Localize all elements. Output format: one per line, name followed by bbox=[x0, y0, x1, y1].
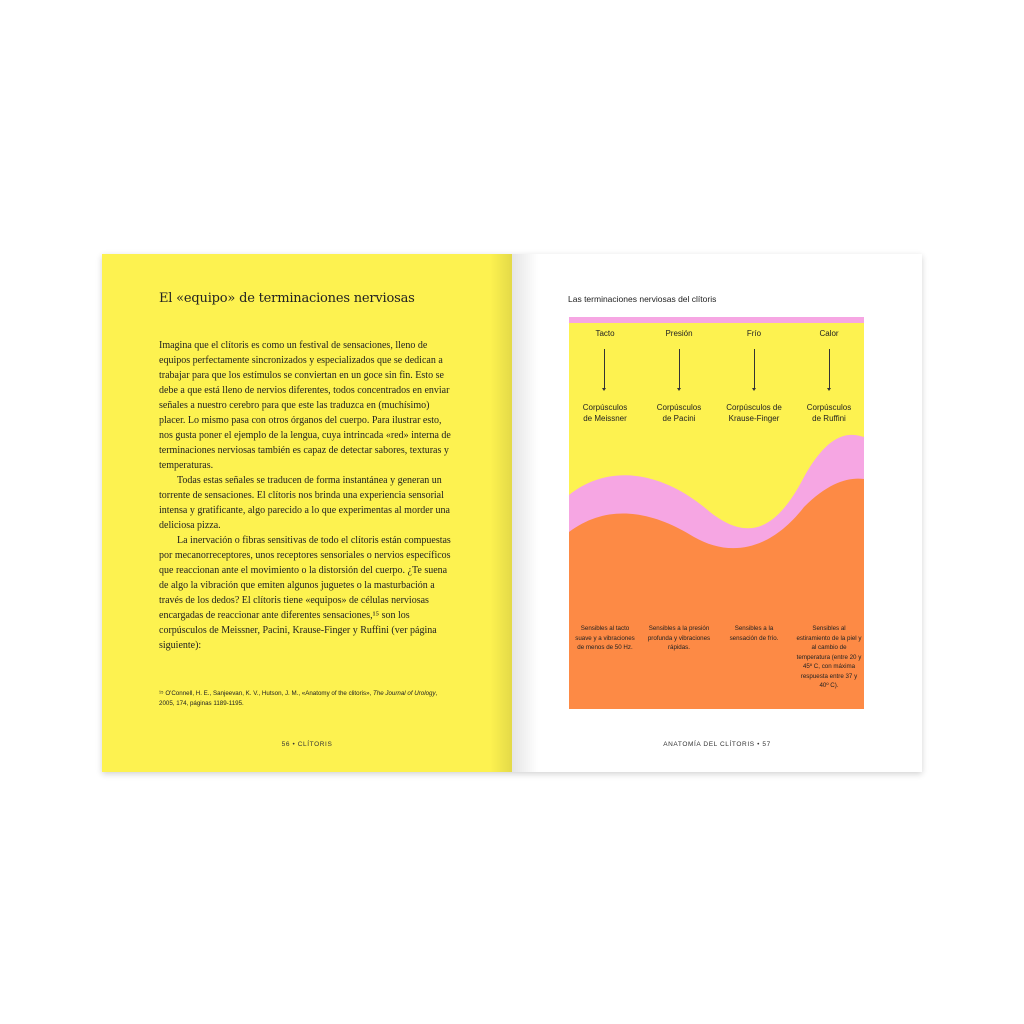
sense-label-presion: Presión bbox=[665, 329, 693, 338]
receptor-line: Corpúsculos bbox=[656, 403, 702, 412]
down-arrow-icon bbox=[829, 349, 830, 389]
description-tacto: Sensibles al tacto suave y a vibraciones de menos de 50 Hz. bbox=[575, 625, 635, 651]
paragraph: Imagina que el clítoris es como un festival de sensaciones, lleno de equipos perfectamente sincronizados y especializados que se dedican a trabajar para que los estímulos se conviertan en un goce sin fin. Esto se debe a que está lleno de nervios diferentes, todos concentrados en enviar señales a nuestro cerebro para que este las traduzca en (muchísimo) placer. Lo mismo pasa con otros órganos del cuerpo. Para ilustrar esto, nos gusta poner el ejemplo de la lengua, cuya intrincada «red» interna de terminaciones nerviosas también es capaz de detectar sabores, texturas y temperaturas. bbox=[159, 340, 451, 471]
down-arrow-icon bbox=[604, 349, 605, 389]
sense-label-calor: Calor bbox=[819, 329, 839, 338]
right-page bbox=[512, 254, 922, 772]
paragraph: Todas estas señales se traducen de forma instantánea y generan un torrente de sensaciones. El clítoris nos brinda una experiencia sensorial intensa y gratificante, algo parecido a lo que experimentas al morder una deliciosa pizza. bbox=[159, 475, 450, 531]
down-arrow-icon bbox=[679, 349, 680, 389]
receptor-line: Corpúsculos de bbox=[726, 403, 782, 412]
footnote bbox=[159, 689, 449, 709]
receptor-krause-finger bbox=[718, 402, 790, 424]
receptor-line: Corpúsculos bbox=[582, 403, 628, 412]
gutter-shadow bbox=[512, 254, 538, 772]
description-calor: Sensibles al estiramiento de la piel y al cambio de temperatura (entre 20 y 45º C, con máxima respuesta entre 37 y 40º C). bbox=[796, 625, 862, 689]
footnote-journal: The Journal of Urology bbox=[373, 690, 436, 697]
body-text bbox=[159, 338, 451, 653]
receptor-meissner bbox=[569, 402, 641, 424]
receptor-line: Corpúsculos bbox=[806, 403, 852, 412]
page-number-right: ANATOMÍA DEL CLÍTORIS • 57 bbox=[663, 741, 771, 748]
sense-label-tacto: Tacto bbox=[595, 329, 615, 338]
receptor-line: Krause-Finger bbox=[728, 414, 780, 423]
sense-label-frio: Frío bbox=[746, 329, 762, 338]
footnote-details: , 2005, 174, páginas 1189-1195. bbox=[159, 690, 438, 707]
receptor-ruffini bbox=[793, 402, 865, 424]
receptor-pacini bbox=[643, 402, 715, 424]
pink-top-strip bbox=[569, 317, 864, 323]
receptor-line: de Meissner bbox=[583, 414, 627, 423]
infographic-title: Las terminaciones nerviosas del clítoris bbox=[568, 294, 717, 304]
description-presion: Sensibles a la presión profunda y vibraciones rápidas. bbox=[647, 625, 711, 651]
down-arrow-icon bbox=[754, 349, 755, 389]
nerve-endings-infographic bbox=[569, 317, 864, 709]
footnote-authors: ¹⁵ O'Connell, H. E., Sanjeevan, K. V., Hutson, J. M., «Anatomy of the clitoris», bbox=[159, 690, 373, 697]
left-page bbox=[102, 254, 512, 772]
receptor-line: de Pacini bbox=[662, 414, 696, 423]
page-heading: El «equipo» de terminaciones nerviosas bbox=[159, 291, 415, 306]
description-frio: Sensibles a la sensación de frío. bbox=[729, 625, 779, 642]
paragraph: La inervación o fibras sensitivas de todo el clítoris están compuestas por mecanorreceptores, unos receptores sensoriales o nervios específicos que reaccionan ante el movimiento o la distorsión del cuerpo. ¿Te suena de algo la vibración que emiten algunos juguetes o la masturbación a través de los dedos? El clítoris tiene «equipos» de células nerviosas encargadas de reaccionar ante diferentes sensaciones,¹⁵ son los corpúsculos de Meissner, Pacini, Krause-Finger y Ruffini (ver página siguiente): bbox=[159, 535, 451, 651]
open-book bbox=[102, 254, 922, 772]
gutter-shadow bbox=[490, 254, 512, 772]
receptor-line: de Ruffini bbox=[812, 414, 846, 423]
page-number-left: 56 • CLÍTORIS bbox=[281, 741, 333, 748]
